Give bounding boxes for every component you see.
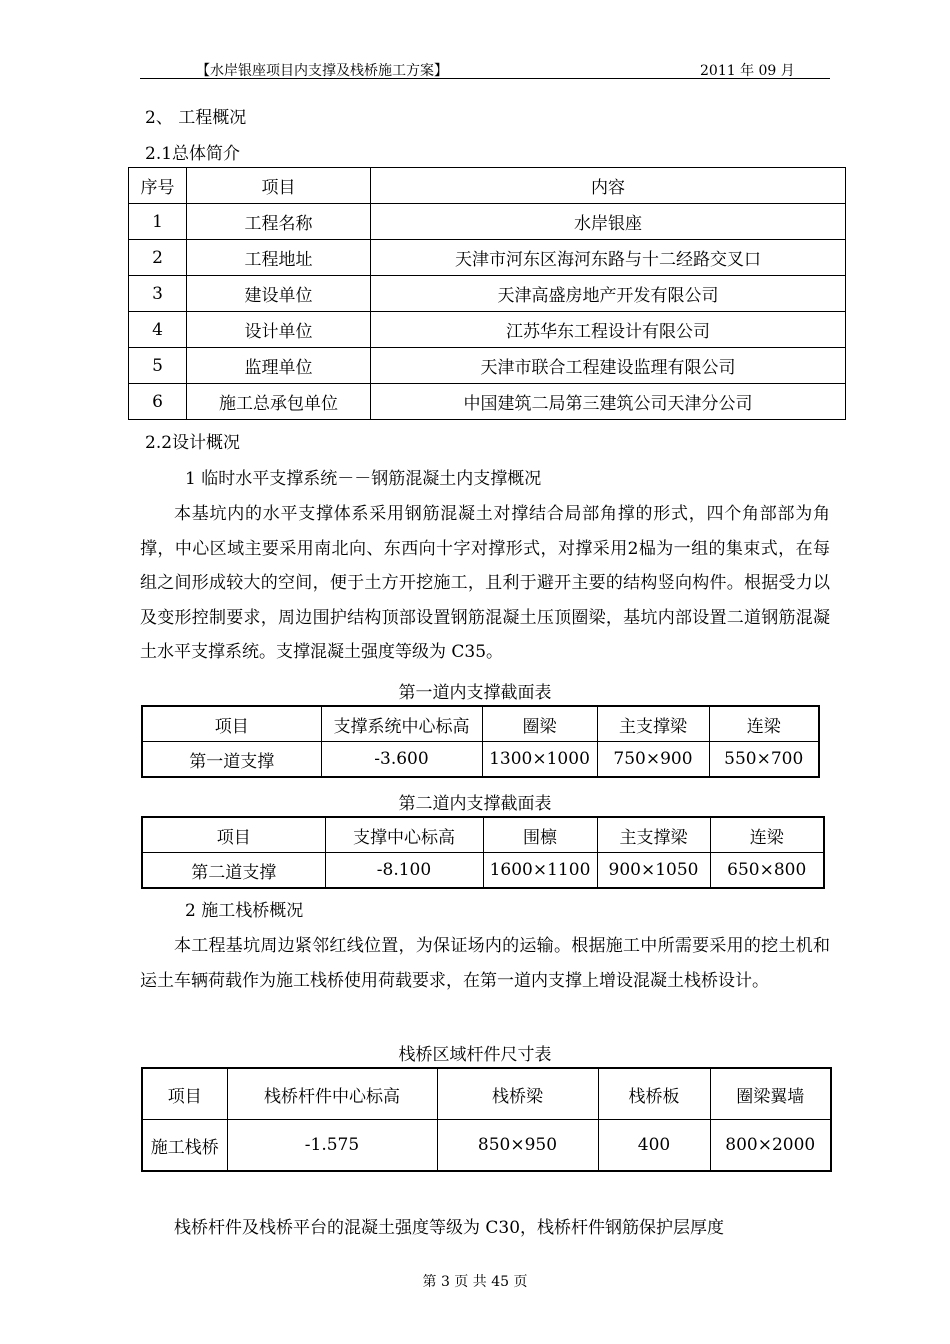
table-header-cell: 项目 [142, 1068, 227, 1120]
table-row [142, 1120, 831, 1172]
bridge-table [141, 1067, 832, 1172]
table-header-cell: 围檩 [483, 817, 597, 853]
item-heading-support: 1 临时水平支撑系统－－钢筋混凝土内支撑概况 [185, 469, 542, 489]
table-cell: -8.100 [325, 853, 483, 889]
table-cell: 天津高盛房地产开发有限公司 [371, 276, 846, 312]
table-header-cell: 栈桥杆件中心标高 [227, 1068, 437, 1120]
table-header-cell: 圈梁 [482, 706, 597, 742]
table-header-cell: 内容 [371, 168, 846, 204]
section-heading: 2、 工程概况 [145, 108, 247, 128]
table-cell: 第二道支撑 [142, 853, 325, 889]
table-cell: 建设单位 [187, 276, 371, 312]
table-cell: 400 [598, 1120, 710, 1172]
header-date: 2011 年 09 月 [700, 63, 795, 79]
table-cell: 850×950 [437, 1120, 598, 1172]
table-header-cell: 连梁 [709, 706, 819, 742]
table-header-cell: 项目 [142, 706, 321, 742]
table-cell: 第一道支撑 [142, 742, 321, 778]
table-header-cell: 栈桥梁 [437, 1068, 598, 1120]
table-header-cell: 圈梁翼墙 [710, 1068, 831, 1120]
table-cell: 水岸银座 [371, 204, 846, 240]
table-cell: 中国建筑二局第三建筑公司天津分公司 [371, 384, 846, 420]
table-header-cell: 支撑系统中心标高 [321, 706, 482, 742]
table-row [129, 240, 846, 276]
table-row [129, 204, 846, 240]
table-cell: 施工栈桥 [142, 1120, 227, 1172]
table-cell: -1.575 [227, 1120, 437, 1172]
table-cell: 1600×1100 [483, 853, 597, 889]
table-cell: 800×2000 [710, 1120, 831, 1172]
table-header-row [129, 168, 846, 204]
table-row [129, 276, 846, 312]
table-cell: 监理单位 [187, 348, 371, 384]
table-caption-bridge: 栈桥区域杆件尺寸表 [398, 1045, 552, 1065]
table-header-row [142, 706, 819, 742]
table-cell: 工程名称 [187, 204, 371, 240]
page-number: 第 3 页 共 45 页 [422, 1274, 528, 1290]
header-rule [140, 78, 830, 79]
subsection-overview-heading: 2.1总体简介 [145, 144, 241, 164]
table-cell: 5 [129, 348, 187, 384]
table-row [129, 348, 846, 384]
subsection-design-heading: 2.2设计概况 [145, 433, 241, 453]
table-cell: 750×900 [597, 742, 709, 778]
table-header-cell: 主支撑梁 [597, 817, 710, 853]
table-cell: 650×800 [710, 853, 824, 889]
table-cell: 1300×1000 [482, 742, 597, 778]
table-cell: 设计单位 [187, 312, 371, 348]
header-title: 【水岸银座项目内支撑及栈桥施工方案】 [196, 63, 448, 79]
table-cell: 900×1050 [597, 853, 710, 889]
table-header-cell: 项目 [142, 817, 325, 853]
table-header-cell: 序号 [129, 168, 187, 204]
item-heading-bridge: 2 施工栈桥概况 [185, 901, 304, 921]
support2-table [141, 816, 825, 889]
table-row [142, 853, 824, 889]
table-cell: 江苏华东工程设计有限公司 [371, 312, 846, 348]
table-header-row [142, 1068, 831, 1120]
table-header-row [142, 817, 824, 853]
table-cell: 550×700 [709, 742, 819, 778]
table-cell: 1 [129, 204, 187, 240]
table-cell: 4 [129, 312, 187, 348]
table-header-cell: 栈桥板 [598, 1068, 710, 1120]
table-caption-support2: 第二道内支撑截面表 [398, 794, 552, 814]
overview-table [128, 167, 846, 420]
table-cell: -3.600 [321, 742, 482, 778]
table-caption-support1: 第一道内支撑截面表 [398, 683, 552, 703]
table-cell: 施工总承包单位 [187, 384, 371, 420]
table-header-cell: 项目 [187, 168, 371, 204]
paragraph-support: 本基坑内的水平支撑体系采用钢筋混凝土对撑结合局部角撑的形式，四个角部部为角撑，中心区域主要采用南北向、东西向十字对撑形式，对撑采用2榀为一组的集束式，在每组之间形成较大的空间，便于土方开挖施工，且利于避开主要的结构竖向构件。根据受力以及变形控制要求，周边围护结构顶部设置钢筋混凝土压顶圈梁，基坑内部设置二道钢筋混凝土水平支撑系统。支撑混凝土强度等级为 C35。 [140, 504, 830, 662]
table-cell: 3 [129, 276, 187, 312]
support1-table [141, 705, 820, 778]
table-cell: 2 [129, 240, 187, 276]
paragraph-bridge: 本工程基坑周边紧邻红线位置，为保证场内的运输。根据施工中所需要采用的挖土机和运土车辆荷载作为施工栈桥使用荷载要求，在第一道内支撑上增设混凝土栈桥设计。 [140, 936, 830, 991]
table-cell: 天津市联合工程建设监理有限公司 [371, 348, 846, 384]
paragraph-concrete-grade: 栈桥杆件及栈桥平台的混凝土强度等级为 C30，栈桥杆件钢筋保护层厚度 [174, 1218, 725, 1238]
table-cell: 工程地址 [187, 240, 371, 276]
table-row [142, 742, 819, 778]
table-header-cell: 连梁 [710, 817, 824, 853]
table-row [129, 312, 846, 348]
table-cell: 天津市河东区海河东路与十二经路交叉口 [371, 240, 846, 276]
table-header-cell: 支撑中心标高 [325, 817, 483, 853]
table-row [129, 384, 846, 420]
table-header-cell: 主支撑梁 [597, 706, 709, 742]
table-cell: 6 [129, 384, 187, 420]
